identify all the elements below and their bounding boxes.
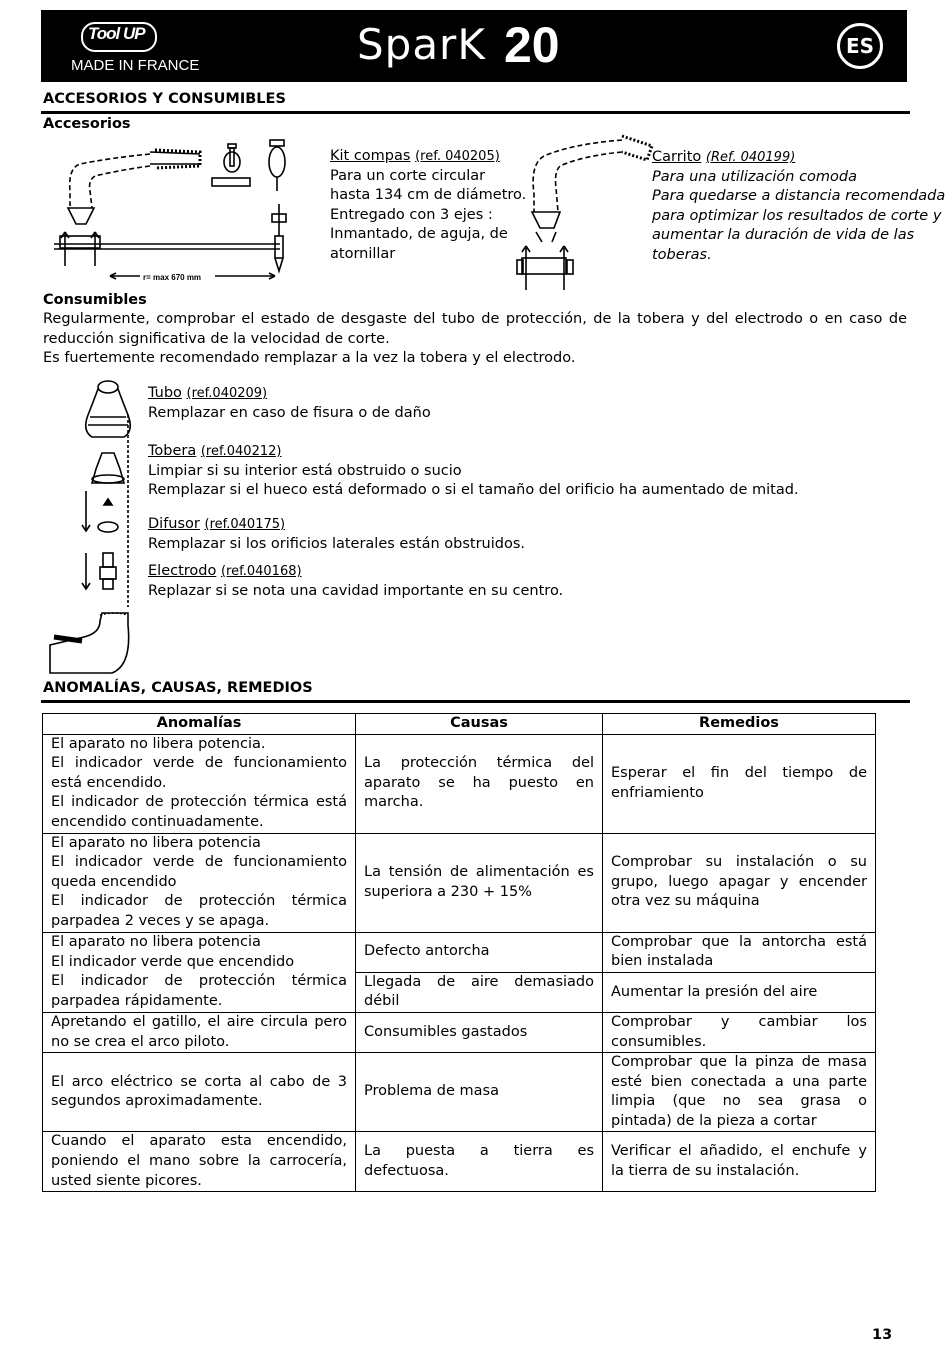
- section-title-accessories: ACCESORIOS Y CONSUMIBLES: [43, 91, 286, 107]
- product-name: SparK: [357, 20, 486, 69]
- part-name: Tubo: [148, 385, 182, 401]
- kit-compas-name: Kit compas: [330, 148, 411, 164]
- part-tubo: [148, 384, 431, 423]
- table-row: [43, 1012, 876, 1052]
- cause-cell: Consumibles gastados: [356, 1012, 603, 1052]
- part-instruction: Replazar si se nota una cavidad importante en su centro.: [148, 582, 564, 599]
- carrito-line: Para una utilización comoda: [652, 168, 858, 185]
- anomaly-cell: El aparato no libera potencia El indicador verde de funcionamiento queda encendido El indicador de protección térmica parpadea 2 veces y se apaga.: [43, 833, 356, 932]
- remedy-cell: Verificar el añadido, el enchufe y la tierra de su instalación.: [603, 1132, 876, 1192]
- header-banner: [41, 10, 907, 82]
- remedy-cell: Aumentar la presión del aire: [603, 972, 876, 1012]
- consumables-recommendation: Es fuertemente recomendado remplazar a la vez la tobera y el electrodo.: [43, 350, 576, 366]
- remedy-cell: Comprobar y cambiar los consumibles.: [603, 1012, 876, 1052]
- part-name: Tobera: [148, 443, 197, 459]
- anomaly-cell: Cuando el aparato esta encendido, poniendo el mano sobre la carrocería, usted siente picores.: [43, 1132, 356, 1192]
- carrito-ref: (Ref. 040199): [705, 150, 796, 165]
- column-header-causes: Causas: [356, 714, 603, 735]
- carrito-line: toberas.: [652, 246, 712, 263]
- anomaly-cell: El aparato no libera potencia El indicador verde que encendido El indicador de protección térmica parpadea rápidamente.: [43, 932, 356, 1012]
- product-number: 20: [504, 17, 560, 73]
- section-title-anomalies: ANOMALÍAS, CAUSAS, REMEDIOS: [43, 680, 313, 696]
- cause-cell: Problema de masa: [356, 1053, 603, 1132]
- table-row: [43, 1053, 876, 1132]
- kit-compas-line: Inmantado, de aguja, de: [330, 226, 508, 242]
- part-instruction: Remplazar si el hueco está deformado o si el tamaño del orificio ha aumentado de mitad.: [148, 482, 799, 498]
- section-divider: [41, 111, 910, 114]
- table-row: [43, 1132, 876, 1192]
- anomalies-table: [42, 713, 876, 1192]
- kit-compas-ref: (ref. 040205): [415, 149, 500, 164]
- subtitle-accessories: Accesorios: [43, 116, 131, 132]
- cause-cell: La protección térmica del aparato se ha puesto en marcha.: [356, 734, 603, 833]
- brand-logo-text: Tool UP: [88, 24, 145, 43]
- consumables-paragraph: Regularmente, comprobar el estado de desgaste del tubo de protección, de la tobera y del electrodo o en caso de reducción significativa de la velocidad de corte.: [43, 311, 907, 347]
- table-header-row: [43, 714, 876, 735]
- remedy-cell: Comprobar su instalación o su grupo, luego apagar y encender otra vez su máquina: [603, 833, 876, 932]
- remedy-cell: Esperar el fin del tiempo de enfriamiento: [603, 734, 876, 833]
- section-divider: [41, 700, 910, 703]
- column-header-remedies: Remedios: [603, 714, 876, 735]
- cause-cell: La tensión de alimentación es superiora a 230 + 15%: [356, 833, 603, 932]
- page-number: 13: [872, 1327, 893, 1343]
- subtitle-consumables: Consumibles: [43, 292, 147, 308]
- language-badge: ES: [837, 23, 883, 69]
- part-ref: (ref.040175): [204, 517, 286, 532]
- cause-cell: La puesta a tierra es defectuosa.: [356, 1132, 603, 1192]
- part-name: Electrodo: [148, 563, 217, 579]
- table-row: [43, 932, 876, 972]
- carrito-name: Carrito: [652, 149, 702, 165]
- part-ref: (ref.040209): [186, 386, 268, 401]
- part-instruction: Limpiar si su interior está obstruido o sucio: [148, 462, 462, 479]
- kit-compas-line: atornillar: [330, 245, 396, 262]
- kit-compas-line: Para un corte circular: [330, 167, 486, 184]
- consumables-exploded-illustration: [42, 375, 142, 680]
- carrito-text: [652, 148, 945, 265]
- part-instruction: Remplazar si los orificios laterales están obstruidos.: [148, 535, 525, 552]
- remedy-cell: Comprobar que la pinza de masa esté bien conectada a una parte limpia (que no sea grasa o pintada) de la pieza a cortar: [603, 1053, 876, 1132]
- compass-radius-label: r= max 670 mm: [143, 273, 202, 282]
- carrito-line: para optimizar los resultados de corte y: [652, 207, 942, 224]
- part-ref: (ref.040212): [200, 444, 282, 459]
- table-row: [43, 833, 876, 932]
- carrito-line: Para quedarse a distancia recomendada: [652, 188, 946, 204]
- cause-cell: Defecto antorcha: [356, 932, 603, 972]
- part-ref: (ref.040168): [220, 564, 302, 579]
- remedy-cell: Comprobar que la antorcha está bien instalada: [603, 932, 876, 972]
- cause-cell: Llegada de aire demasiado débil: [356, 972, 603, 1012]
- part-instruction: Remplazar en caso de fisura o de daño: [148, 404, 431, 421]
- carrito-line: aumentar la duración de vida de las: [652, 227, 915, 243]
- made-in-label: MADE IN FRANCE: [71, 57, 200, 74]
- kit-compas-line: Entregado con 3 ejes :: [330, 206, 493, 223]
- carrito-illustration: [512, 128, 657, 298]
- kit-compas-line: hasta 134 cm de diámetro.: [330, 187, 527, 203]
- compass-kit-illustration: [50, 136, 300, 286]
- part-tobera: [148, 442, 799, 501]
- anomaly-cell: Apretando el gatillo, el aire circula pero no se crea el arco piloto.: [43, 1012, 356, 1052]
- part-difusor: [148, 515, 525, 554]
- table-row: [43, 734, 876, 833]
- part-electrodo: [148, 562, 563, 601]
- anomaly-cell: El aparato no libera potencia. El indicador verde de funcionamiento está encendido. El indicador de protección térmica está encendido continuadamente.: [43, 734, 356, 833]
- kit-compas-text: [330, 147, 526, 264]
- anomaly-cell: El arco eléctrico se corta al cabo de 3 segundos aproximadamente.: [43, 1053, 356, 1132]
- part-name: Difusor: [148, 516, 200, 532]
- column-header-anomalies: Anomalías: [43, 714, 356, 735]
